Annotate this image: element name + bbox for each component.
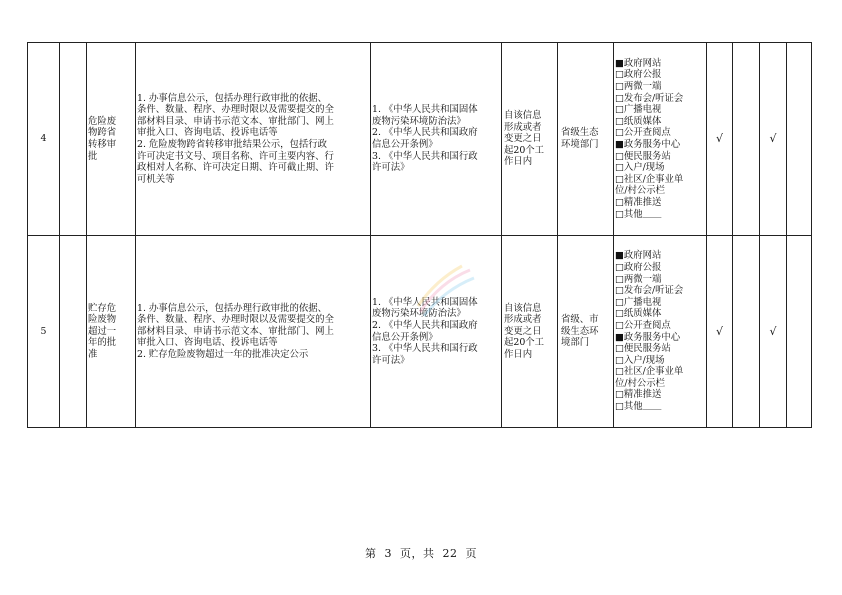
check-mark: √	[715, 324, 723, 338]
disclosure-subject: 省级、市 级生态环 境部门	[561, 314, 599, 349]
time-limit: 自该信息 形成或者 变更之日 起20个工 作日内	[504, 110, 545, 168]
column-divider	[732, 42, 733, 428]
column-divider	[811, 42, 812, 428]
column-divider	[135, 42, 136, 428]
column-divider	[557, 42, 558, 428]
disclosure-content: 1. 办事信息公示，包括办理行政审批的依据、 条件、数量、程序、办理时限以及需要提交的全 部材料目录、申请书示范文本、审批部门、网上 审批入口、咨询电话、投诉电话等 2. 贮存危险废物超过一年的批准决定公示	[137, 302, 334, 360]
watermark-logo	[410, 262, 480, 322]
column-divider	[370, 42, 371, 428]
current-page: 3	[384, 547, 392, 560]
legal-basis: 1. 《中华人民共和国固体 废物污染环境防治法》 2. 《中华人民共和国政府 信息公开条例》 3. 《中华人民共和国行政 许可法》	[372, 104, 478, 174]
column-divider	[786, 42, 787, 428]
total-pages: 22	[442, 547, 458, 560]
disclosure-subject: 省级生态 环境部门	[561, 127, 599, 150]
disclosure-content: 1. 办事信息公示，包括办理行政审批的依据、 条件、数量、程序、办理时限以及需要提交的全 部材料目录、申请书示范文本、审批部门、网上 审批入口、咨询电话、投诉电话等 2. 危险废物跨省转移审批结果公示，包括行政 许可决定书文号、项目名称、许可主要内容、行 政相对人名称、许可决定日期、许可截止期、许 可机关等	[137, 92, 334, 185]
legal-basis: 1. 《中华人民共和国固体 废物污染环境防治法》 2. 《中华人民共和国政府 信息公开条例》 3. 《中华人民共和国行政 许可法》	[372, 296, 478, 366]
column-divider	[59, 42, 60, 428]
time-limit: 自该信息 形成或者 变更之日 起20个工 作日内	[504, 302, 545, 360]
column-divider	[501, 42, 502, 428]
disclosure-channels: ■政府网站 □政府公报 □两微一端 □发布会/听证会 □广播电视 □纸质媒体 □公开查阅点 ■政务服务中心 □便民服务站 □入户/现场 □社区/企事业单 位/村公示栏 □精准推送 □其他＿＿	[615, 250, 684, 413]
column-divider	[86, 42, 87, 428]
item-name: 危险废 物跨省 转移审 批	[88, 115, 117, 162]
page-footer: 第 3 页，共 22 页	[365, 547, 477, 560]
row-number: 4	[40, 133, 47, 145]
check-mark: √	[715, 132, 723, 146]
table-bottom-border	[27, 427, 812, 428]
row-number: 5	[40, 325, 47, 337]
disclosure-channels: ■政府网站 □政府公报 □两微一端 □发布会/听证会 □广播电视 □纸质媒体 □公开查阅点 ■政务服务中心 □便民服务站 □入户/现场 □社区/企事业单 位/村公示栏 □精准推送 □其他＿＿	[615, 57, 684, 220]
column-divider	[613, 42, 614, 428]
check-mark: √	[769, 132, 777, 146]
item-name: 贮存危 险废物 超过一 年的批 准	[88, 302, 117, 360]
check-mark: √	[769, 324, 777, 338]
